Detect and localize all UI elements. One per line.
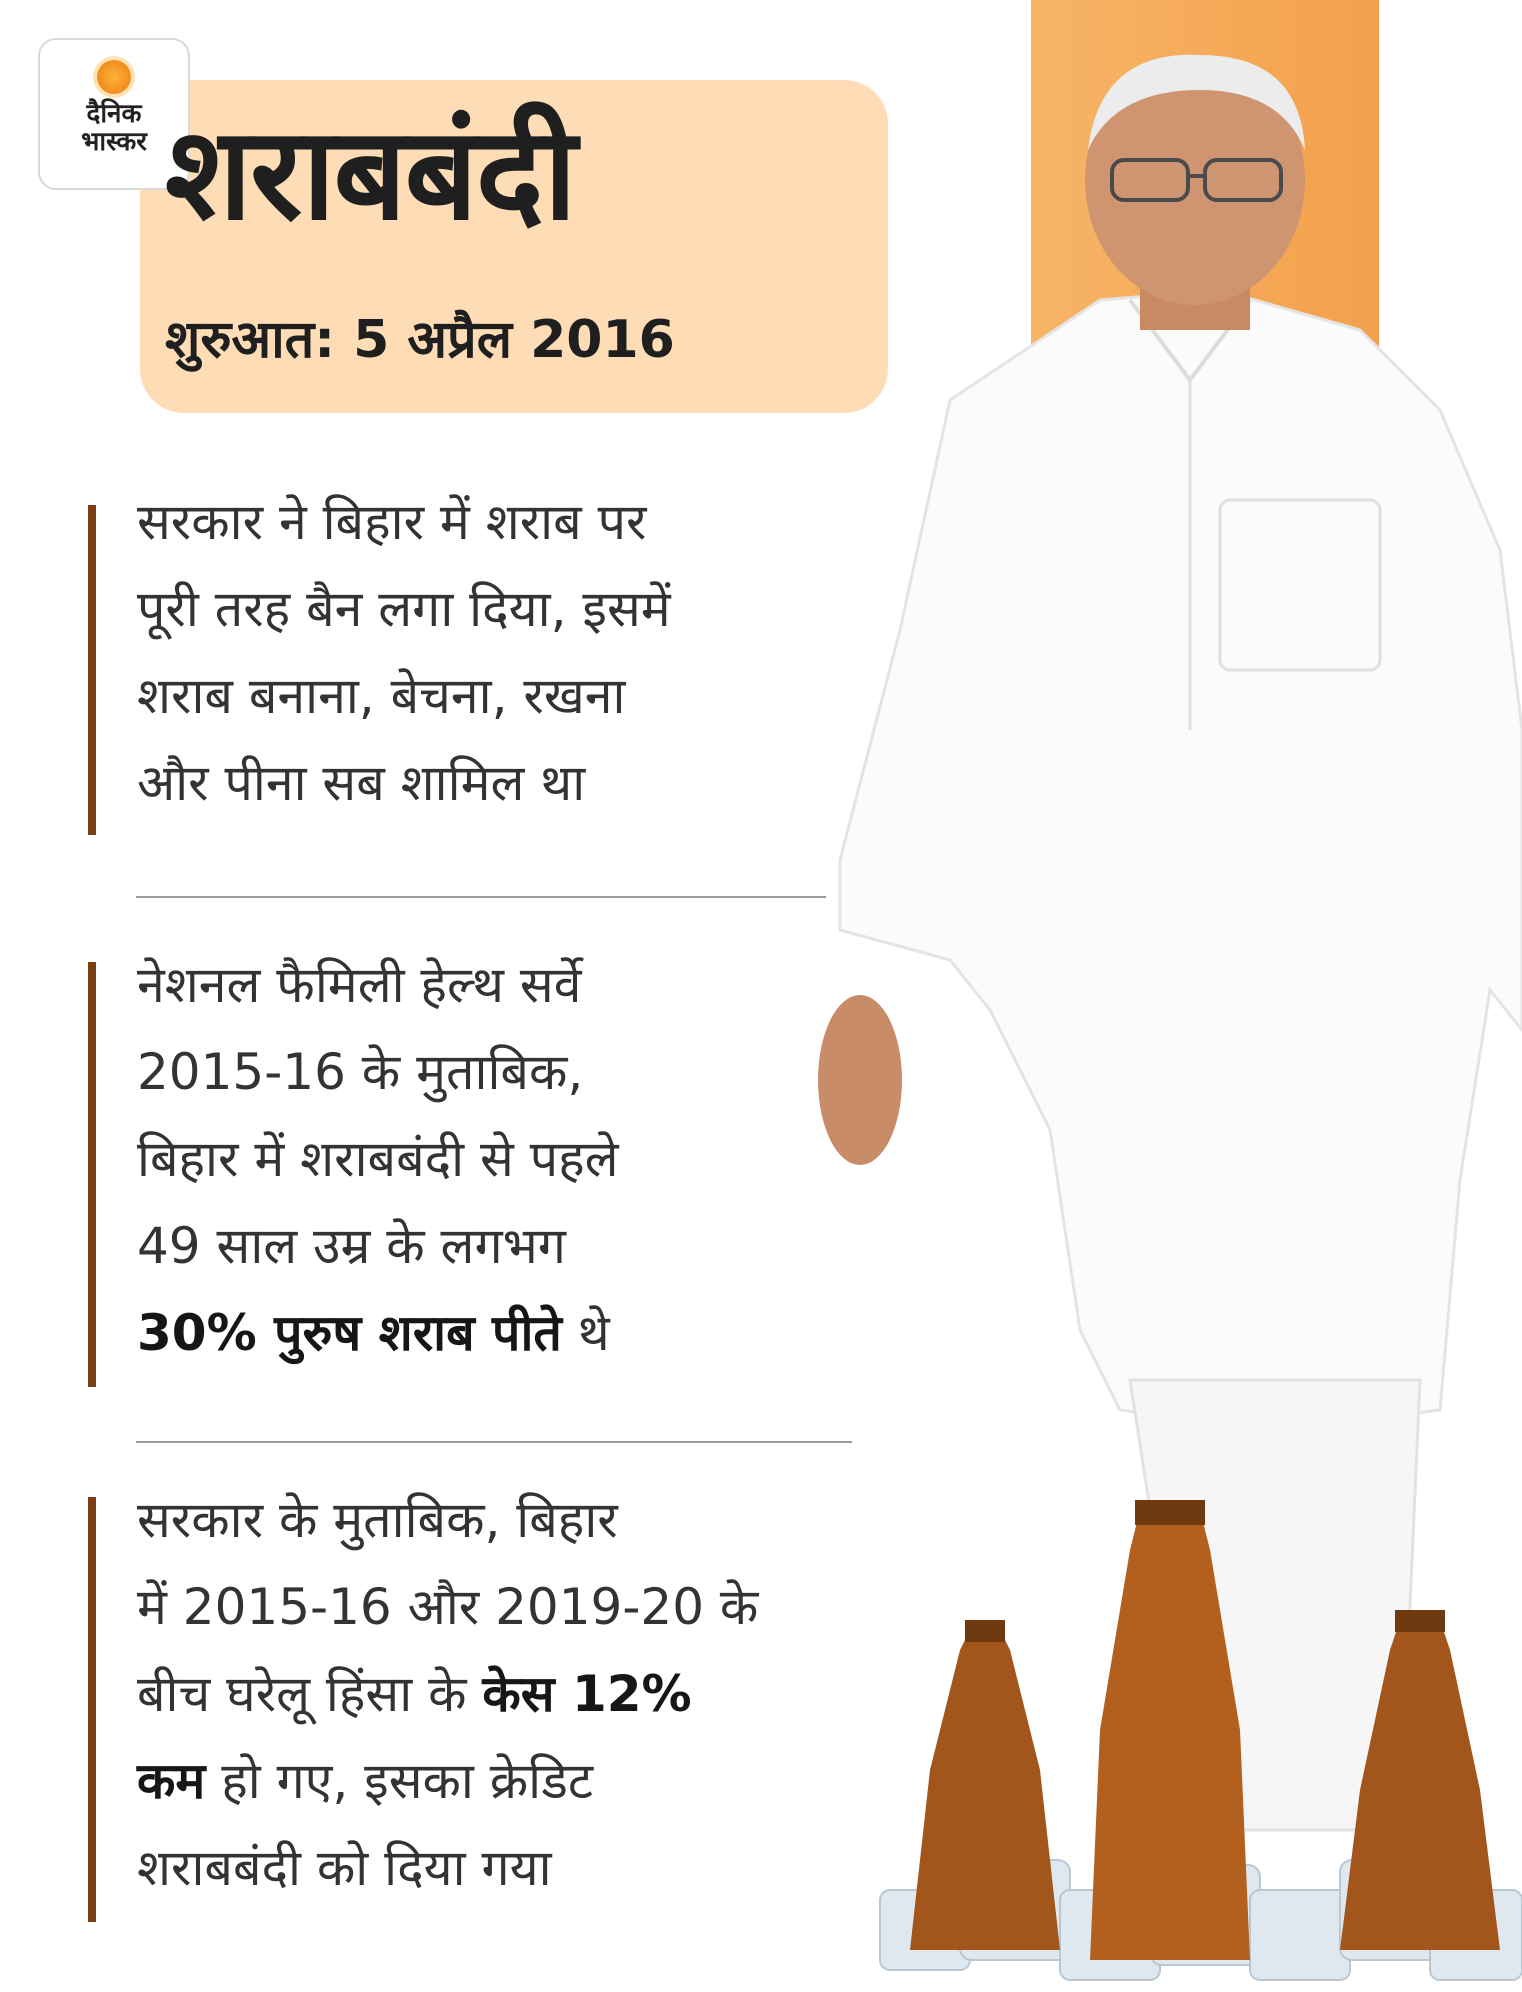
start-date: शुरुआत: 5 अप्रैल 2016 (165, 310, 675, 370)
text-line (137, 1651, 758, 1738)
beer-bottle-left (910, 1620, 1060, 1950)
text-line: पूरी तरह बैन लगा दिया, इसमें (137, 580, 671, 638)
divider (136, 896, 826, 898)
text-line: 49 साल उम्र के लगभग (137, 1217, 566, 1275)
white-kurta (840, 290, 1522, 1430)
text-line: सरकार ने बिहार में शराब पर (137, 493, 647, 551)
divider (136, 1441, 852, 1443)
highlight-text: कम (137, 1752, 206, 1810)
text-line: में 2015-16 और 2019-20 के (137, 1578, 759, 1636)
sun-icon (97, 60, 131, 94)
accent-bar (88, 962, 96, 1387)
logo-text-line2: भास्कर (81, 127, 147, 157)
text-line: नेशनल फैमिली हेल्थ सर्वे (137, 956, 582, 1014)
text-span: हो गए, इसका क्रेडिट (205, 1752, 594, 1810)
text-line: शराबबंदी को दिया गया (137, 1839, 552, 1897)
text-span: बीच घरेलू हिंसा के (137, 1665, 483, 1723)
highlight-text: 30% पुरुष शराब पीते (137, 1304, 562, 1362)
politician-illustration (800, 30, 1522, 1992)
text-line: 2015-16 के मुताबिक, (137, 1043, 584, 1101)
hand (818, 995, 902, 1165)
text-line: शराब बनाना, बेचना, रखना (137, 667, 626, 725)
fact-text (137, 942, 619, 1377)
text-line (137, 1290, 619, 1377)
fact-text (137, 479, 671, 827)
accent-bar (88, 505, 96, 835)
text-line: बिहार में शराबबंदी से पहले (137, 1130, 619, 1188)
fact-text (137, 1477, 758, 1912)
page-title: शराबबंदी (165, 100, 575, 249)
highlight-text: केस 12% (482, 1665, 692, 1723)
accent-bar (88, 1497, 96, 1922)
text-line: और पीना सब शामिल था (137, 754, 586, 812)
logo-text-line1: दैनिक (86, 99, 142, 129)
text-line: सरकार के मुताबिक, बिहार (137, 1491, 618, 1549)
text-span: थे (561, 1304, 610, 1362)
text-line (137, 1738, 758, 1825)
